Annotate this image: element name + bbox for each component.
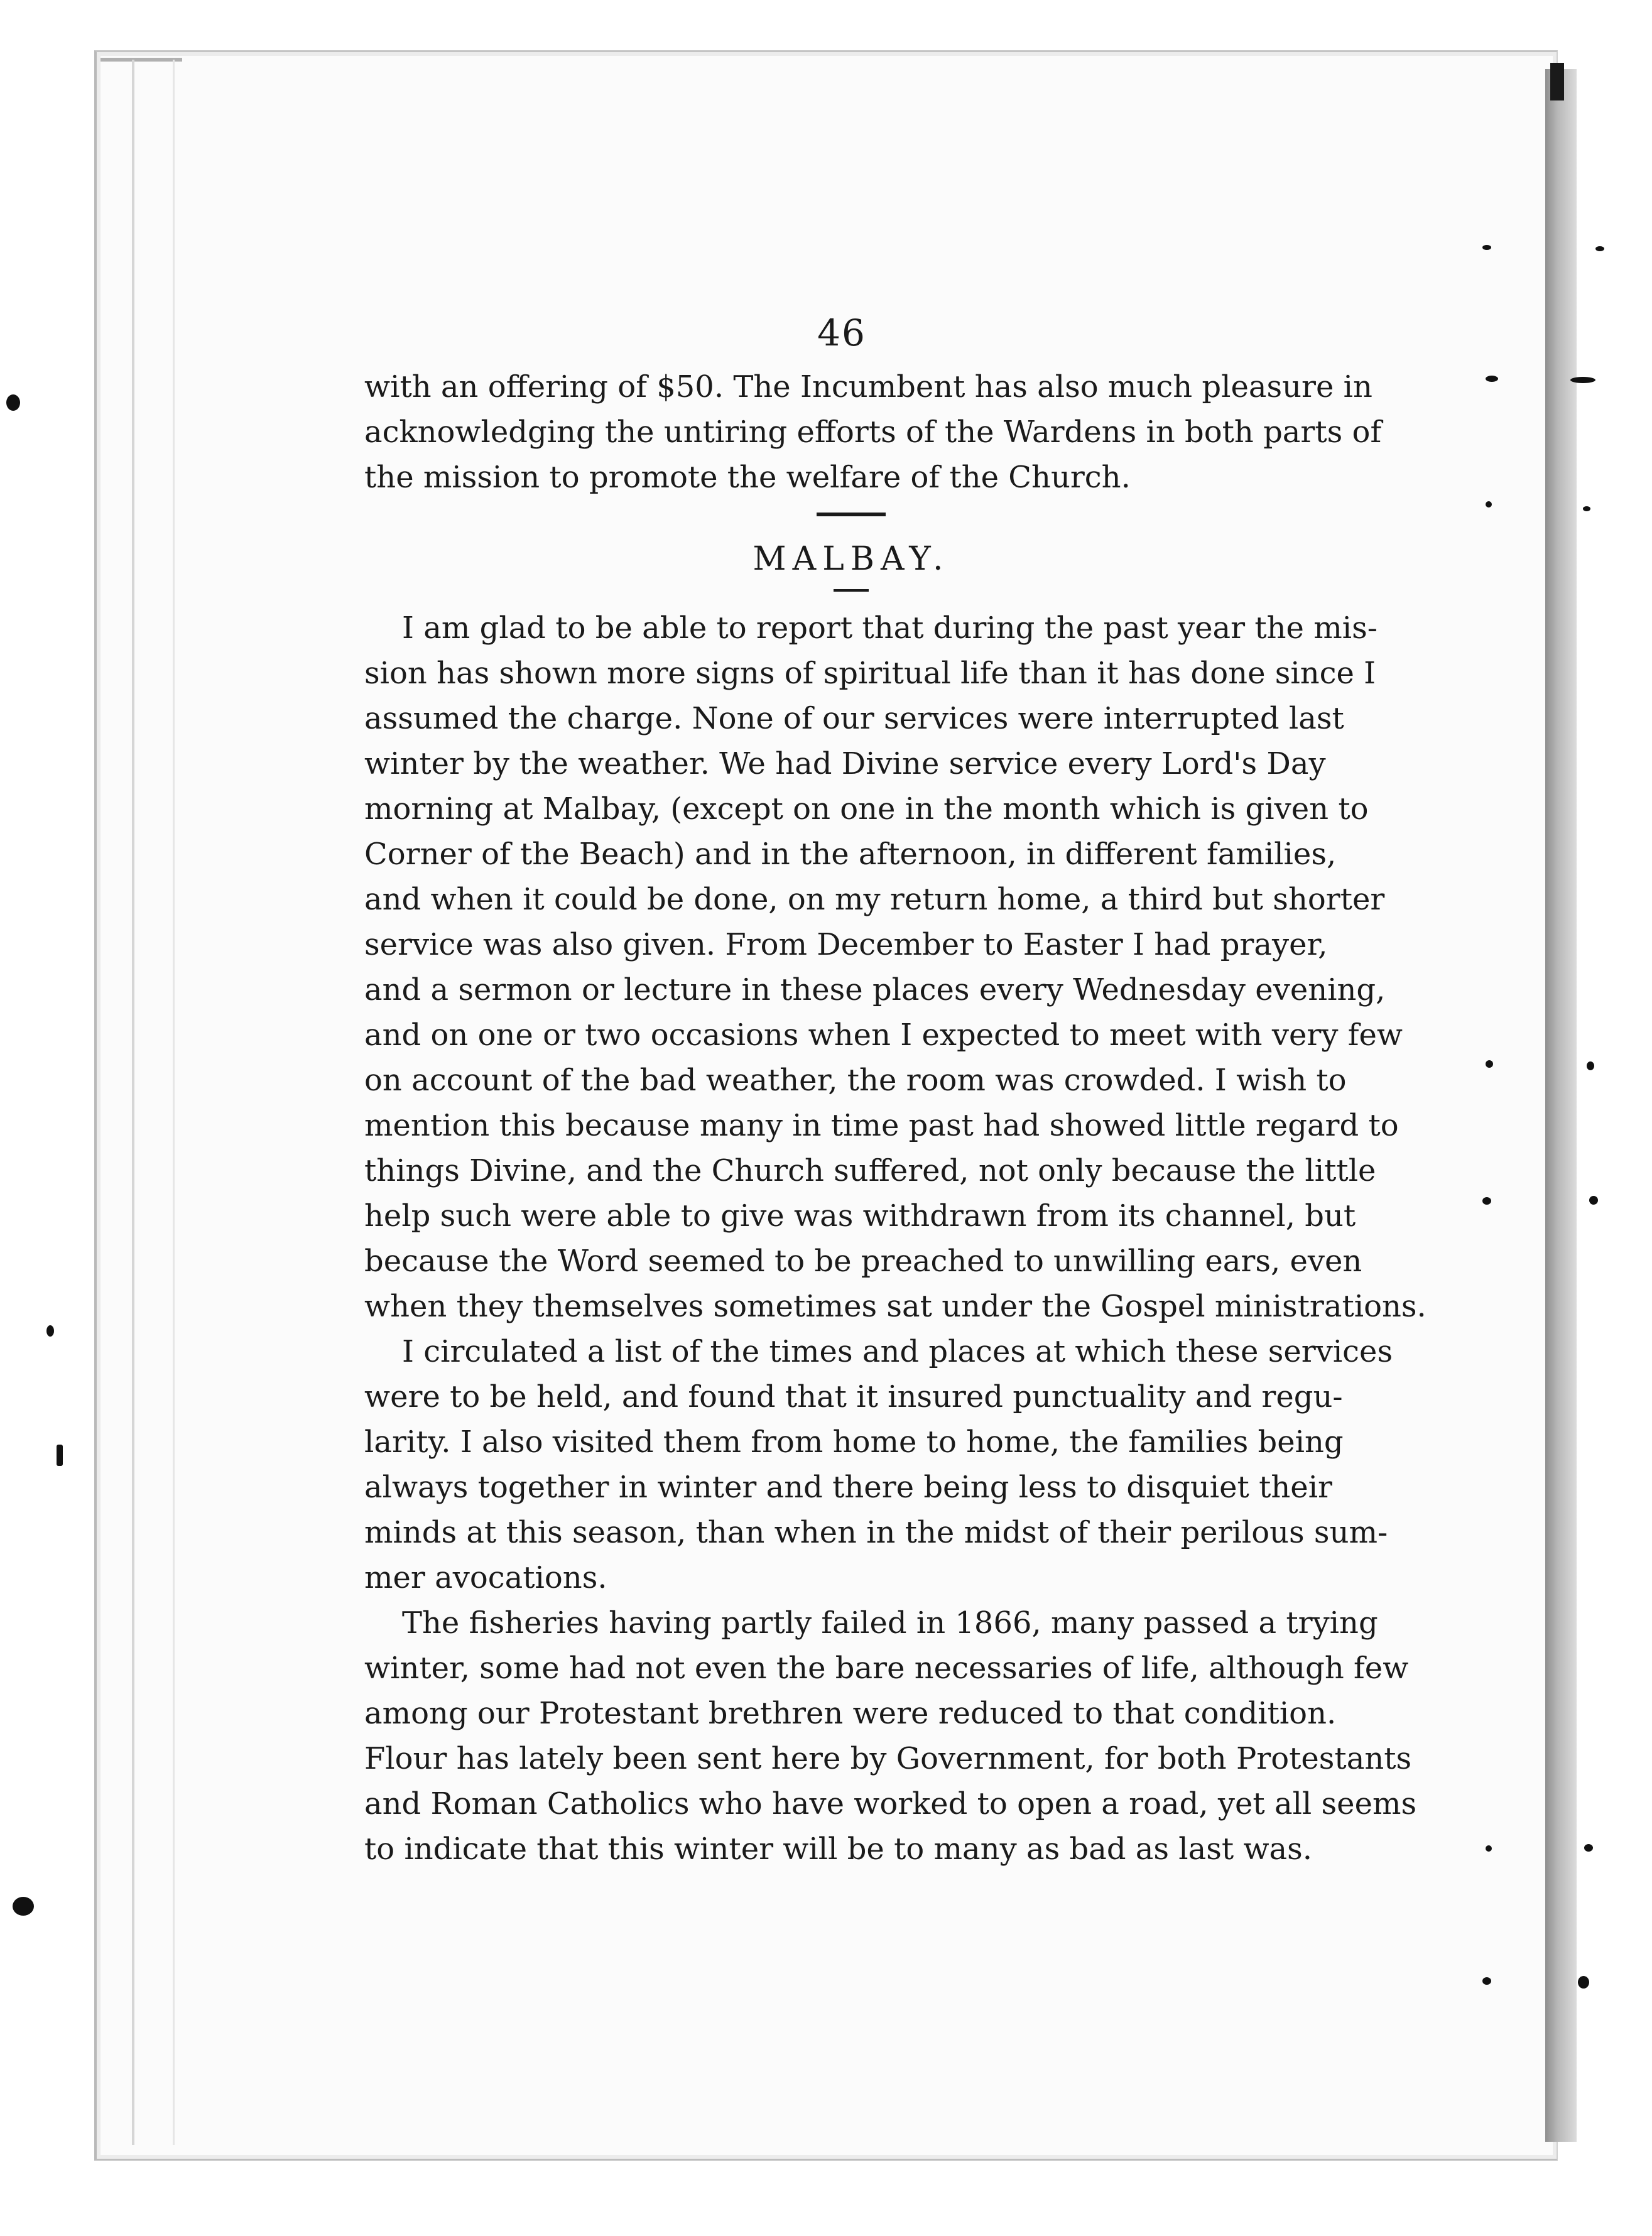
- scan-speck: [1482, 1197, 1491, 1205]
- page-fold-mark: [101, 58, 182, 62]
- scan-speck: [46, 1325, 54, 1337]
- text-line: acknowledging the untiring efforts of the Wardens in both parts of: [364, 415, 1382, 450]
- scan-speck: [1486, 1845, 1492, 1852]
- text-line: things Divine, and the Church suffered, not only because the little: [364, 1153, 1376, 1188]
- text-line: minds at this season, than when in the midst of their perilous sum-: [364, 1515, 1388, 1550]
- scan-speck: [1486, 501, 1492, 507]
- text-line: the mission to promote the welfare of the Church.: [364, 460, 1131, 495]
- scan-speck: [1482, 1977, 1491, 1985]
- text-line: to indicate that this winter will be to many as bad as last was.: [364, 1832, 1313, 1867]
- text-line: always together in winter and there being less to disquiet their: [364, 1470, 1332, 1505]
- scan-speck: [57, 1445, 63, 1466]
- paragraph-3: [364, 1600, 1417, 1872]
- text-line: were to be held, and found that it insured punctuality and regu-: [364, 1379, 1343, 1414]
- text-line: and on one or two occasions when I expected to meet with very few: [364, 1018, 1403, 1053]
- scan-speck: [1587, 1061, 1594, 1070]
- text-line: Corner of the Beach) and in the afternoon, in different families,: [364, 837, 1337, 872]
- scan-speck: [13, 1897, 34, 1916]
- scan-speck: [1589, 1196, 1598, 1205]
- page-edge-line: [173, 60, 175, 2145]
- scan-speck: [1584, 1844, 1593, 1852]
- text-line: when they themselves sometimes sat under the Gospel ministrations.: [364, 1289, 1426, 1324]
- page-text-block: [364, 308, 1426, 1872]
- paragraph-1: [364, 605, 1426, 1329]
- text-line: winter, some had not even the bare necessaries of life, although few: [364, 1651, 1409, 1686]
- text-line: I am glad to be able to report that during the past year the mis-: [402, 611, 1378, 646]
- text-line: larity. I also visited them from home to home, the families being: [364, 1425, 1344, 1460]
- text-line: mention this because many in time past had showed little regard to: [364, 1108, 1399, 1143]
- scan-speck: [6, 394, 20, 411]
- paragraph-2: [364, 1329, 1393, 1600]
- scan-speck: [1595, 246, 1604, 251]
- title-underline: [834, 589, 869, 592]
- text-line: on account of the bad weather, the room was crowded. I wish to: [364, 1063, 1347, 1098]
- scan-speck: [1486, 1060, 1493, 1068]
- section-divider: [817, 513, 886, 516]
- text-line: sion has shown more signs of spiritual life than it has done since I: [364, 656, 1376, 691]
- text-line: I circulated a list of the times and places at which these services: [402, 1334, 1393, 1369]
- text-line: help such were able to give was withdrawn from its channel, but: [364, 1198, 1356, 1234]
- scan-speck: [1482, 245, 1491, 250]
- section-title: MALBAY.: [753, 540, 950, 578]
- scan-speck: [1583, 506, 1590, 511]
- scan-speck: [1570, 377, 1595, 383]
- text-line: morning at Malbay, (except on one in the month which is given to: [364, 791, 1369, 827]
- text-line: Flour has lately been sent here by Government, for both Protestants: [364, 1741, 1412, 1776]
- binding-tab: [1550, 63, 1564, 100]
- page-number: 46: [817, 312, 866, 354]
- text-line: mer avocations.: [364, 1560, 607, 1595]
- text-line: and Roman Catholics who have worked to open a road, yet all seems: [364, 1786, 1417, 1821]
- text-line: and when it could be done, on my return home, a third but shorter: [364, 882, 1385, 917]
- text-line: assumed the charge. None of our services were interrupted last: [364, 701, 1344, 736]
- text-line: winter by the weather. We had Divine service every Lord's Day: [364, 746, 1326, 781]
- text-line: with an offering of $50. The Incumbent has also much pleasure in: [364, 369, 1372, 404]
- text-line: and a sermon or lecture in these places every Wednesday evening,: [364, 972, 1386, 1007]
- text-line: The fisheries having partly failed in 1866, many passed a trying: [402, 1605, 1378, 1641]
- text-line: because the Word seemed to be preached to unwilling ears, even: [364, 1244, 1362, 1279]
- page-edge-line: [132, 60, 134, 2145]
- text-line: among our Protestant brethren were reduced to that condition.: [364, 1696, 1337, 1731]
- scan-speck: [1578, 1976, 1589, 1989]
- intro-paragraph: [364, 364, 1382, 500]
- text-line: service was also given. From December to Easter I had prayer,: [364, 927, 1328, 962]
- scan-speck: [1486, 376, 1498, 382]
